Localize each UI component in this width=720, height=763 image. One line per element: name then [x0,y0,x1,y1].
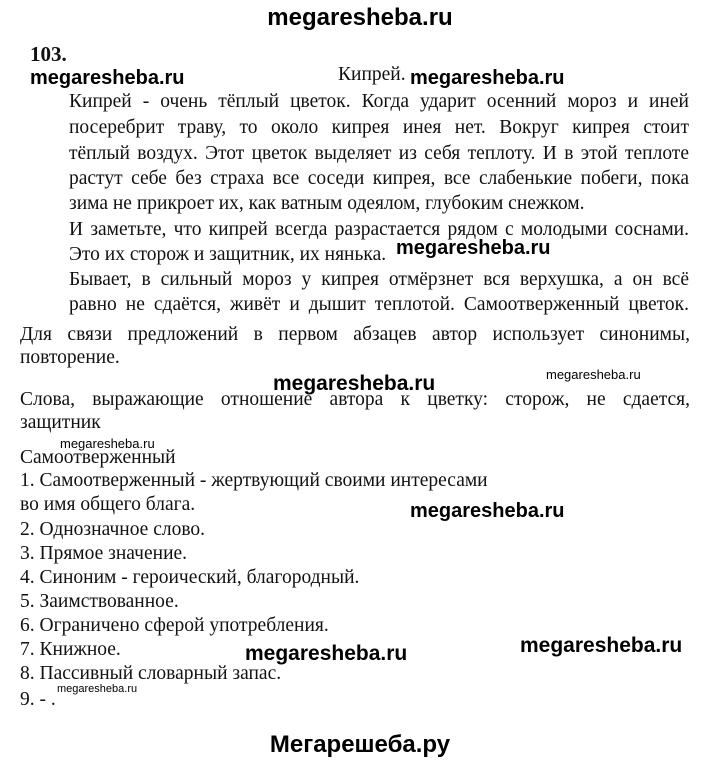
story-line: Это их сторож и защитник, их нянька. [69,244,387,265]
analysis-item: 2. Однозначное слово. [20,519,206,540]
answer-linking-line: повторение. [20,347,120,368]
story-line: посеребрит траву, то около кипрея инея нет. Вокруг кипрея стоит [69,117,689,138]
analysis-item: 4. Синоним - героический, благородный. [20,567,360,588]
story-line: тёплый воздух. Этот цветок выделяет из себя теплоту. И в этой теплоте [69,143,689,164]
watermark: megaresheba.ru [30,67,185,89]
analysis-item: 9. - . [20,689,56,710]
analysis-item: 3. Прямое значение. [20,543,188,564]
analysis-item: 1. Самоотверженный - жертвующий своими интересами [20,470,488,491]
watermark: megaresheba.ru [410,67,565,89]
analysis-item: 6. Ограничено сферой употребления. [20,615,329,636]
story-line: Бывает, в сильный мороз у кипрея отмёрзнет вся верхушка, а он всё [69,269,689,290]
answer-attitude-line: Слова, выражающие отношение автора к цветку: сторож, не сдается, [20,389,690,410]
exercise-number: 103. [30,42,67,66]
story-line: растут себе без страха все соседи кипрея, все слабенькие побеги, пока [69,168,689,189]
watermark: megaresheba.ru [520,634,683,657]
watermark: megaresheba.ru [410,500,565,522]
story-line: И заметьте, что кипрей всегда разрастается рядом с молодыми соснами. [69,219,689,240]
analysis-item: 7. Книжное. [20,639,121,660]
watermark-small: megaresheba.ru [57,683,138,695]
story-line: Кипрей - очень тёплый цветок. Когда ударит осенний мороз и иней [69,91,689,112]
watermark-small: megaresheba.ru [546,367,641,382]
answer-linking-line: Для связи предложений в первом абзацев автор использует синонимы, [20,324,690,345]
watermark: megaresheba.ru [245,642,408,665]
analysis-word: Самоотверженный [20,447,176,468]
analysis-item: 8. Пассивный словарный запас. [20,663,282,684]
site-footer: Мегарешеба.ру [269,731,451,758]
answer-attitude-line: защитник [20,412,101,433]
watermark: megaresheba.ru [396,237,551,259]
analysis-item: 5. Заимствованное. [20,591,179,612]
analysis-item: во имя общего блага. [20,494,196,515]
watermark: megaresheba.ru [273,372,436,395]
story-line: зима не прикроет их, как ватным одеялом, глубоким снежком. [69,193,585,214]
site-header: megaresheba.ru [267,4,453,31]
watermark-small: megaresheba.ru [60,436,155,451]
story-title: Кипрей. [338,64,406,85]
story-line: равно не сдаётся, живёт и дышит теплотой. Самоотверженный цветок. [69,294,689,315]
